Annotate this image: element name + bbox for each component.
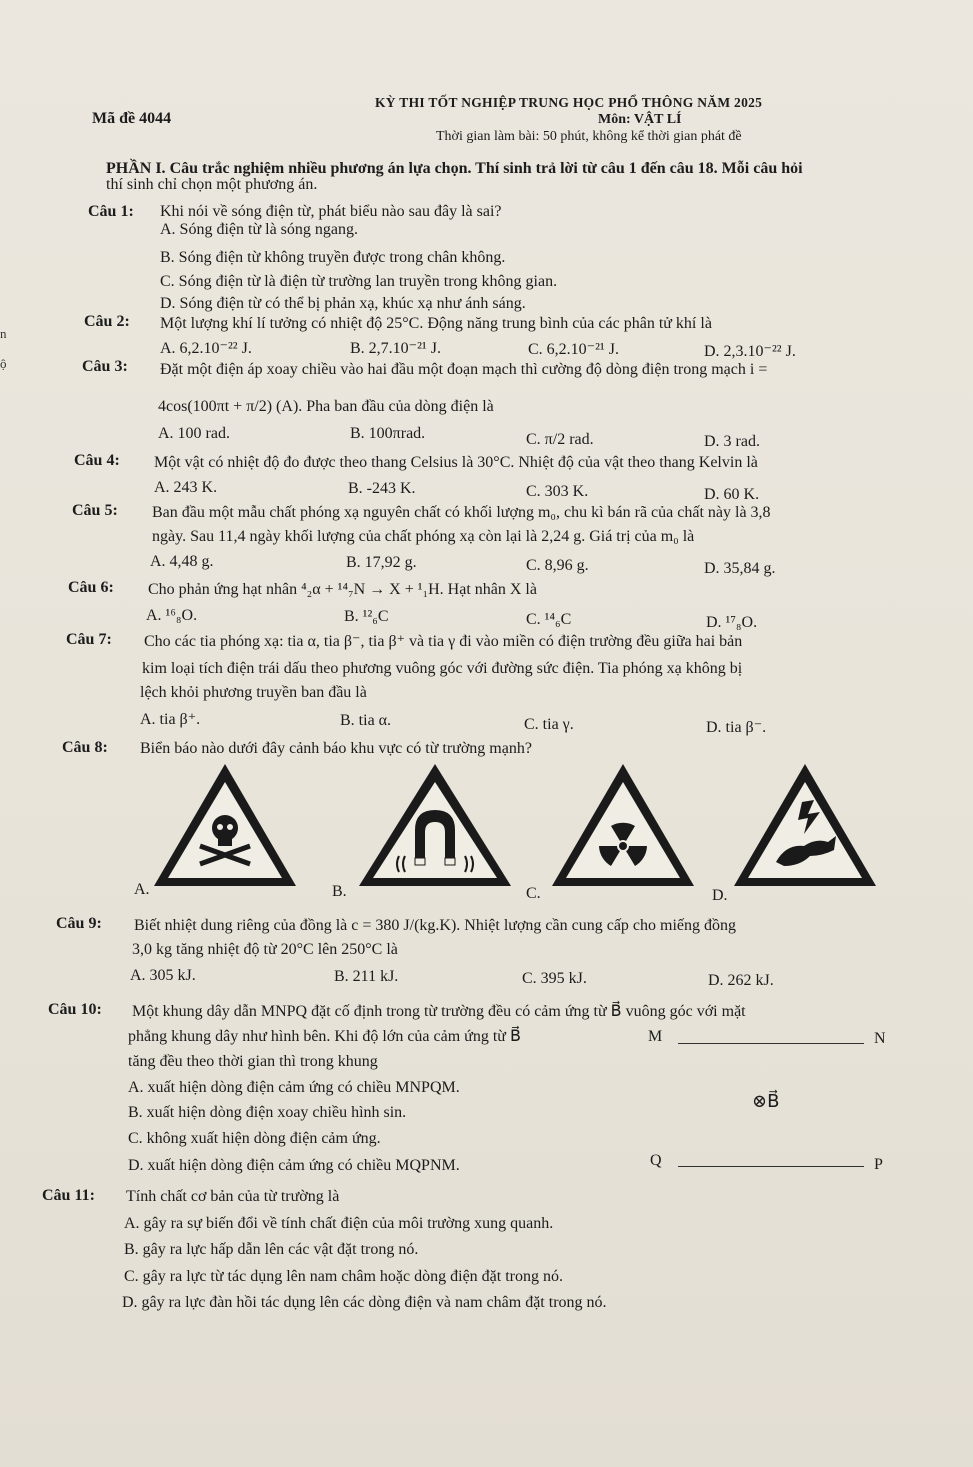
question-stem-line3: lệch khỏi phương truyền ban đầu là [140,684,367,701]
option-d: D. 35,84 g. [704,560,776,577]
option-a: A. 100 rad. [158,425,230,442]
sign-label-c: C. [526,885,541,902]
toxic-warning-sign-icon [150,760,300,890]
question-stem: Cho phản ứng hạt nhân ⁴₂α + ¹⁴₇N → X + ¹₁H. Hạt nhân X là [148,581,537,598]
option-b: B. ¹²₆C [344,608,389,625]
part-heading: PHẦN I. [106,160,166,177]
question-stem-line3: tăng đều theo thời gian thì trong khung [128,1053,378,1070]
margin-fragment: ộ [0,356,7,371]
electric-shock-warning-sign-icon [730,760,880,890]
option-b: B. 100πrad. [350,425,426,442]
question-stem: Tính chất cơ bản của từ trường là [126,1188,340,1205]
magnetic-field-into-page-icon: ⊗B⃗ [752,1091,780,1111]
question-stem-line2: 3,0 kg tăng nhiệt độ từ 20°C lên 250°C là [132,941,398,958]
option-d: D. gây ra lực đàn hồi tác dụng lên các dòng điện và nam châm đặt trong nó. [122,1294,607,1311]
vertex-n: N [874,1030,886,1047]
option-d: D. 60 K. [704,486,760,503]
question-number: Câu 2: [84,313,130,330]
sign-label-d: D. [712,887,728,904]
option-c: C. không xuất hiện dòng điện cảm ứng. [128,1130,381,1147]
option-b: B. -243 K. [348,480,416,497]
question-stem: Đặt một điện áp xoay chiều vào hai đầu một đoạn mạch thì cường độ dòng điện trong mạch i = [160,361,768,378]
margin-fragment: n [0,326,7,341]
question-number: Câu 8: [62,739,108,756]
option-a: A. 243 K. [154,479,218,496]
question-stem: Khi nói về sóng điện từ, phát biểu nào sau đây là sai? [160,203,502,220]
question-number: Câu 4: [74,452,120,469]
magnetic-field-warning-sign-icon [355,760,515,890]
option-c: C. ¹⁴₆C [526,611,572,628]
option-c: C. 303 K. [526,483,589,500]
option-c: C. π/2 rad. [526,431,594,448]
question-number: Câu 9: [56,915,102,932]
part-instruction-line1: Câu trắc nghiệm nhiều phương án lựa chọn. Thí sinh trả lời từ câu 1 đến câu 18. Mỗi câu hỏi [165,160,803,177]
exam-time: Thời gian làm bài: 50 phút, không kể thời gian phát đề [436,129,742,144]
question-stem-line2: 4cos(100πt + π/2) (A). Pha ban đầu của dòng điện là [158,398,494,415]
subject: Môn: VẬT LÍ [598,112,682,127]
option-d: D. 262 kJ. [708,972,774,989]
question-number: Câu 11: [42,1187,95,1204]
option-b: B. xuất hiện dòng điện xoay chiều hình sin. [128,1104,407,1121]
exam-code: Mã đề 4044 [92,110,172,127]
option-a: A. 6,2.10⁻²² J. [160,340,252,357]
option-c: C. tia γ. [524,716,574,733]
question-number: Câu 5: [72,502,118,519]
question-number: Câu 7: [66,631,112,648]
option-b: B. 211 kJ. [334,968,399,985]
option-b: B. 17,92 g. [346,554,417,571]
question-stem-line2: phẳng khung dây như hình bên. Khi độ lớn của cảm ứng từ B⃗ [128,1028,521,1045]
option-d: D. ¹⁷₈O. [706,614,758,631]
option-c: C. 395 kJ. [522,970,587,987]
option-a: A. 305 kJ. [130,967,196,984]
question-stem: Một khung dây dẫn MNPQ đặt cố định trong từ trường đều có cảm ứng từ B⃗ vuông góc với mặt [132,1003,746,1020]
option-a: A. xuất hiện dòng điện cảm ứng có chiều MNPQM. [128,1079,460,1096]
option-b: B. 2,7.10⁻²¹ J. [350,340,441,357]
question-stem-line2: ngày. Sau 11,4 ngày khối lượng của chất phóng xạ còn lại là 2,24 g. Giá trị của m₀ là [152,528,695,545]
sign-label-b: B. [332,883,347,900]
question-stem: Biết nhiệt dung riêng của đồng là c = 380 J/(kg.K). Nhiệt lượng cần cung cấp cho miếng đồng [134,917,737,934]
option-c: C. 6,2.10⁻²¹ J. [528,341,619,358]
sign-label-a: A. [134,881,150,898]
radiation-warning-sign-icon [548,760,698,890]
exam-title: KỲ THI TỐT NGHIỆP TRUNG HỌC PHỔ THÔNG NĂM 2025 [375,95,763,110]
option-d: D. tia β⁻. [706,719,767,736]
vertex-p: P [874,1156,883,1173]
option-b: B. tia α. [340,712,392,729]
vertex-q: Q [650,1152,662,1169]
question-stem-line2: kim loại tích điện trái dấu theo phương vuông góc với đường sức điện. Tia phóng xạ không bị [142,660,743,677]
part-instruction-line2: thí sinh chỉ chọn một phương án. [106,176,318,193]
option-d: D. 3 rad. [704,433,760,450]
vertex-m: M [648,1028,663,1045]
question-stem: Biển báo nào dưới đây cảnh báo khu vực có từ trường mạnh? [140,740,532,757]
option-a: A. Sóng điện từ là sóng ngang. [160,221,358,238]
option-a: A. tia β⁺. [140,711,201,728]
option-a: A. ¹⁶₈O. [146,607,198,624]
option-d: D. 2,3.10⁻²² J. [704,343,796,360]
option-d: D. Sóng điện từ có thể bị phản xạ, khúc xạ như ánh sáng. [160,295,526,312]
question-number: Câu 3: [82,358,128,375]
option-c: C. gây ra lực từ tác dụng lên nam châm hoặc dòng điện đặt trong nó. [124,1268,563,1285]
question-number: Câu 6: [68,579,114,596]
question-1 [88,202,134,222]
option-b: B. Sóng điện từ không truyền được trong chân không. [160,249,506,266]
question-stem: Một lượng khí lí tưởng có nhiệt độ 25°C. Động năng trung bình của các phân tử khí là [160,315,712,332]
question-number: Câu 10: [48,1001,102,1018]
question-stem: Cho các tia phóng xạ: tia α, tia β⁻, tia β⁺ và tia γ đi vào miền có điện trường đều giữa hai bản [144,633,743,650]
option-a: A. gây ra sự biến đổi về tính chất điện của môi trường xung quanh. [124,1215,554,1232]
question-stem: Một vật có nhiệt độ đo được theo thang Celsius là 30°C. Nhiệt độ của vật theo thang Kelvin là [154,454,758,471]
question-stem: Ban đầu một mẫu chất phóng xạ nguyên chất có khối lượng m₀, chu kì bán rã của chất này là 3,8 [152,504,771,521]
option-c: C. 8,96 g. [526,557,589,574]
option-c: C. Sóng điện từ là điện từ trường lan truyền trong không gian. [160,273,558,290]
option-a: A. 4,48 g. [150,553,214,570]
option-d: D. xuất hiện dòng điện cảm ứng có chiều MQPNM. [128,1157,460,1174]
option-b: B. gây ra lực hấp dẫn lên các vật đặt trong nó. [124,1241,419,1258]
question-number: Câu 1: [88,203,134,220]
